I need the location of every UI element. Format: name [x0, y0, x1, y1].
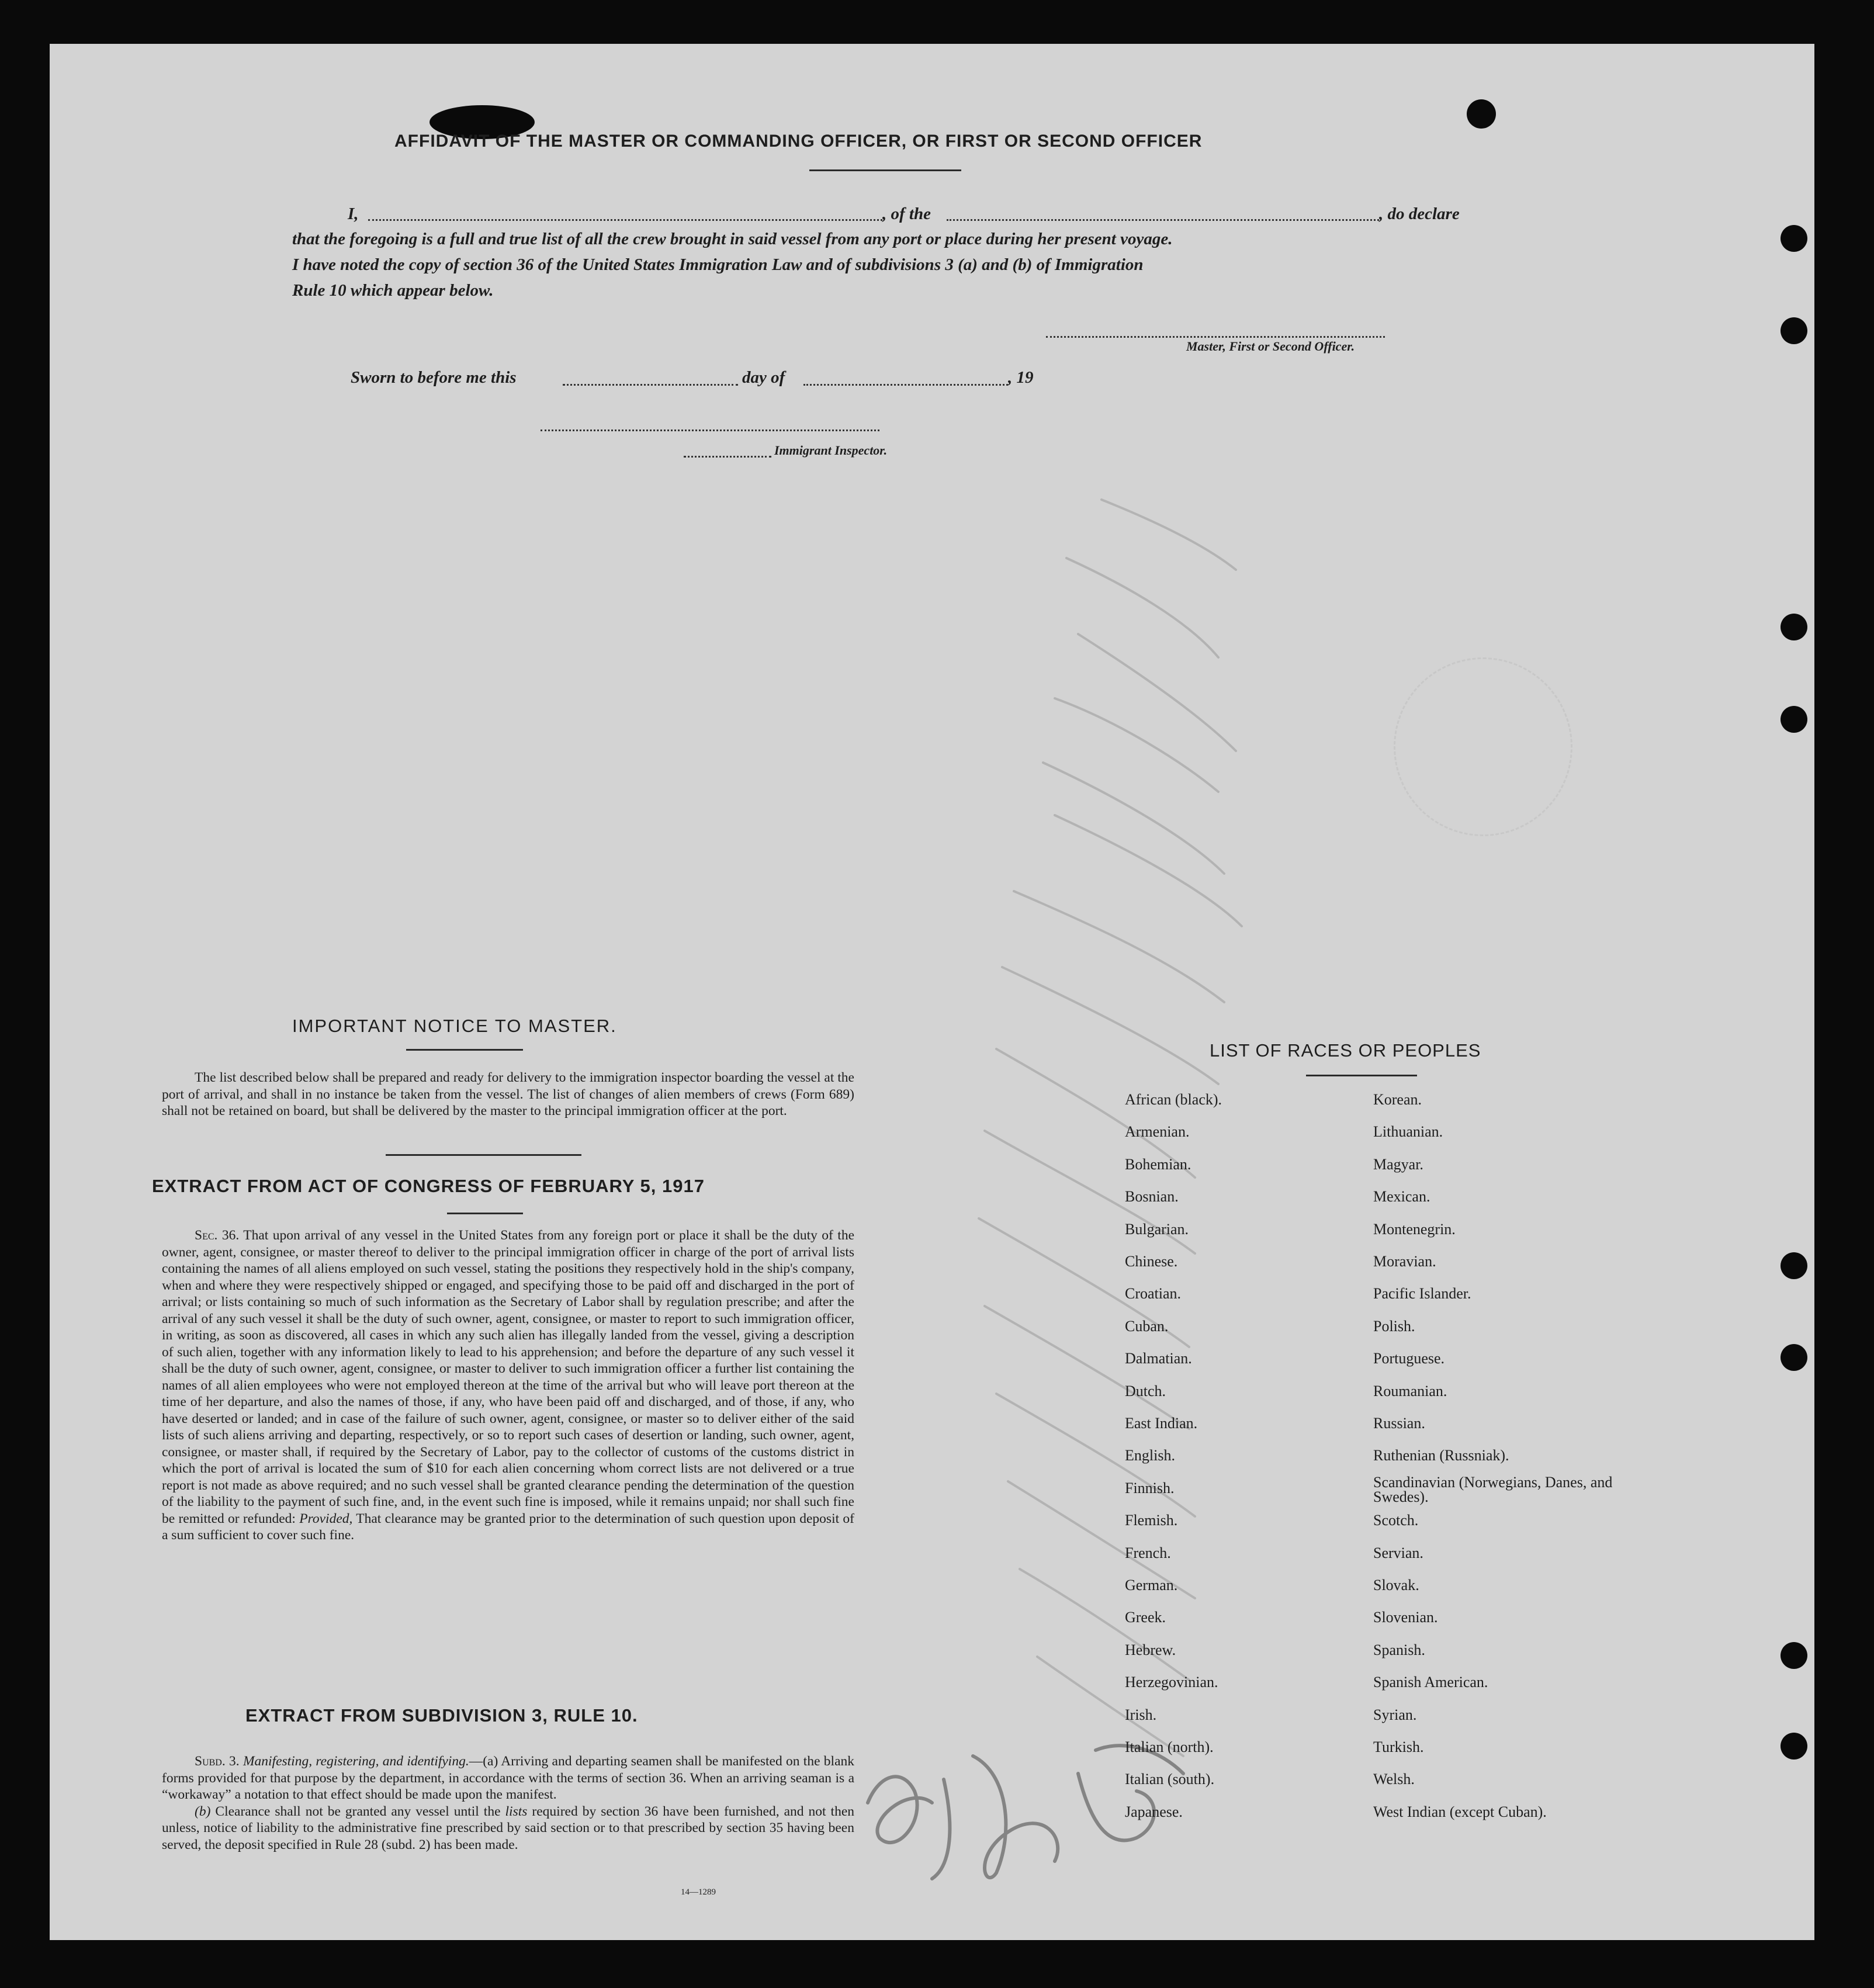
faint-stamp: [1394, 657, 1572, 836]
race-item: Armenian.: [1125, 1123, 1190, 1141]
race-item: Cuban.: [1125, 1317, 1169, 1335]
notice-body: [162, 1069, 854, 1120]
race-item: Dalmatian.: [1125, 1350, 1192, 1367]
race-item: Korean.: [1373, 1091, 1422, 1108]
extract-act-title: EXTRACT FROM ACT OF CONGRESS OF FEBRUARY 5, 1917: [152, 1176, 705, 1196]
race-item: English.: [1125, 1447, 1175, 1464]
sworn-month-blank[interactable]: [803, 384, 1008, 386]
document-page: [50, 44, 1814, 1940]
race-item: Spanish American.: [1373, 1674, 1488, 1691]
sworn-day-blank[interactable]: [563, 384, 738, 386]
master-caption: Master, First or Second Officer.: [1186, 339, 1355, 354]
race-item: Turkish.: [1373, 1738, 1424, 1755]
inspector-caption: Immigrant Inspector.: [774, 443, 888, 458]
declare-i: I,: [348, 205, 359, 223]
race-item: West Indian (except Cuban).: [1373, 1803, 1547, 1820]
race-item: Hebrew.: [1125, 1641, 1176, 1658]
race-item: Roumanian.: [1373, 1382, 1447, 1400]
races-title-rule: [1306, 1075, 1417, 1076]
race-item: Syrian.: [1373, 1706, 1417, 1723]
ink-bleedthrough: [50, 44, 1814, 1940]
race-item: Japanese.: [1125, 1803, 1183, 1820]
para-a-text: Arriving and departing seamen shall be manifested on the blank forms provided for that purpose by the department, in accordance with the terms of section 36. When an arriving seaman is a “workaway” a notation to that effect should be made upon the manifest.: [162, 1754, 855, 1802]
race-item: Ruthenian (Russniak).: [1373, 1447, 1509, 1464]
race-item: Slovak.: [1373, 1577, 1419, 1594]
race-item: Bohemian.: [1125, 1155, 1191, 1173]
race-item: Montenegrin.: [1373, 1220, 1456, 1238]
race-item: Moravian.: [1373, 1253, 1436, 1270]
affidavit-title-rule: [809, 169, 961, 171]
race-item: Lithuanian.: [1373, 1123, 1443, 1141]
affidavit-title: AFFIDAVIT OF THE MASTER OR COMMANDING OFFICER, OR FIRST OR SECOND OFFICER: [394, 131, 1203, 151]
race-item: Scotch.: [1373, 1512, 1419, 1529]
sec-36-tail: That clearance may be granted prior to the determination of such question upon deposit of a sum sufficient to cover such fine.: [162, 1511, 854, 1543]
para-b-lists: lists: [505, 1803, 528, 1819]
sworn-prefix: Sworn to before me this: [351, 368, 517, 387]
para-b-pre: Clearance shall not be granted any vessel until the: [215, 1803, 501, 1819]
notice-text: The list described below shall be prepared and ready for delivery to the immigration inspector boarding the vessel at the port of arrival, and shall in no instance be taken from the vessel. The list of changes of alien members of crews (Form 689) shall not be retained on board, but shall be delivered by the master to the principal immigration officer at the port.: [162, 1070, 854, 1118]
binder-hole: [1781, 225, 1807, 252]
para-b-post: required by section 36 have been furnished, and not then unless, notice of liability to the administrative fine prescribed by said section or to that prescribed by section 35 having been served, the deposit specified in Rule 28 (subd. 2) has been made.: [162, 1803, 855, 1852]
race-item: Italian (north).: [1125, 1738, 1214, 1755]
race-item: Spanish.: [1373, 1641, 1425, 1658]
race-item: Russian.: [1373, 1415, 1425, 1432]
race-item: Finnish.: [1125, 1479, 1175, 1497]
race-item: Italian (south).: [1125, 1771, 1215, 1788]
race-item: Polish.: [1373, 1317, 1415, 1335]
race-item: African (black).: [1125, 1091, 1222, 1108]
handwritten-signature: [833, 1703, 1213, 1896]
binder-hole: [1781, 1733, 1807, 1760]
vessel-blank[interactable]: [947, 219, 1379, 221]
race-item: Bulgarian.: [1125, 1220, 1189, 1238]
race-item: Welsh.: [1373, 1771, 1415, 1788]
extract-act-rule: [447, 1213, 523, 1214]
notice-title: IMPORTANT NOTICE TO MASTER.: [292, 1016, 617, 1036]
inspector-signature-blank[interactable]: [541, 430, 879, 431]
subd-label: Subd. 3.: [195, 1754, 240, 1769]
name-blank[interactable]: [368, 219, 882, 221]
race-item: Portuguese.: [1373, 1350, 1445, 1367]
notice-bottom-rule: [386, 1154, 581, 1156]
binder-hole: [1781, 317, 1807, 344]
sworn-year: , 19: [1008, 368, 1034, 387]
para-a-label: —(a): [469, 1754, 498, 1769]
sworn-day: day of: [742, 368, 785, 387]
notice-title-rule: [406, 1049, 523, 1051]
race-item: Dutch.: [1125, 1382, 1166, 1400]
binder-hole: [1781, 1344, 1807, 1371]
race-item: Croatian.: [1125, 1285, 1182, 1303]
race-item: German.: [1125, 1577, 1178, 1594]
race-item: East Indian.: [1125, 1415, 1198, 1432]
subd-heading: Manifesting, registering, and identifying.: [243, 1754, 469, 1769]
race-item: Chinese.: [1125, 1253, 1178, 1270]
binder-hole: [1781, 1642, 1807, 1669]
binder-hole: [1781, 1252, 1807, 1279]
extract-act-body: [162, 1227, 854, 1544]
declare-of-the: , of the: [882, 205, 931, 223]
inspector-caption-lead: [684, 456, 771, 458]
races-title: LIST OF RACES OR PEOPLES: [1210, 1040, 1481, 1061]
race-item: Irish.: [1125, 1706, 1157, 1723]
affidavit-line-3: I have noted the copy of section 36 of the United States Immigration Law and of subdivisions 3 (a) and (b) of Immigration: [292, 255, 1144, 274]
race-item: Slovenian.: [1373, 1609, 1438, 1626]
affidavit-line-2: that the foregoing is a full and true list of all the crew brought in said vessel from any port or place during her present voyage.: [292, 230, 1173, 248]
master-signature-blank[interactable]: [1046, 336, 1385, 338]
extract-rule-title: EXTRACT FROM SUBDIVISION 3, RULE 10.: [245, 1705, 638, 1726]
binder-hole: [1781, 706, 1807, 733]
form-code: 14—1289: [681, 1887, 716, 1897]
declare-text: , do declare: [1379, 205, 1460, 223]
sec-label: Sec. 36.: [195, 1228, 240, 1243]
provided-word: Provided,: [299, 1511, 353, 1526]
sec-36-text: That upon arrival of any vessel in the United States from any foreign port or place it shall be the duty of the owner, agent, consignee, or master thereof to deliver to the principal immigration officer in charge of the port of arrival lists containing the names of all aliens employed on such vessel, stating the positions they respectively hold in the ship's company, when and where they were respectively shipped or engaged, and specifying those to be paid off and discharged in the port of arrival; or lists containing so much of such information as the Secretary of Labor shall by regulation prescribe; and after the arrival of any such vessel it shall be the duty of such owner, agent, consignee, or master to report to such immigration officer, in writing, as soon as discovered, all cases in which any such alien has illegally landed from the vessel, giving a description of such alien, together with any information likely to lead to his apprehension; and before the departure of any such vessel it shall be the duty of such owner, agent, consignee, or master to deliver to such immigration officer a further list containing the names of all alien employees who were not employed thereon at the time of the arrival but who will leave port thereon at the time of her departure, and also the names of those, if any, who have been paid off and discharged, and of those, if any, who have deserted or landed; and in case of the failure of such owner, agent, consignee, or master so to deliver either of the said lists of such aliens arriving and departing, respectively, or so to report such cases of desertion or landing, such owner, agent, consignee, or master shall, if required by the Secretary of Labor, pay to the collector of customs of the customs district in which the port of arrival is located the sum of $10 for each alien concerning whom correct lists are not delivered or a true report is not made as above required; and no such vessel shall be granted clearance pending the determination of the question of the liability to the payment of such fine, and, in the event such fine is imposed, while it remains unpaid; nor shall such fine be remitted or refunded:: [162, 1228, 855, 1526]
affidavit-line-4: Rule 10 which appear below.: [292, 281, 494, 300]
race-item: Greek.: [1125, 1609, 1166, 1626]
binder-hole: [1781, 614, 1807, 640]
extract-rule-body: [162, 1753, 854, 1853]
race-item: Bosnian.: [1125, 1188, 1179, 1206]
race-item: Pacific Islander.: [1373, 1285, 1471, 1303]
race-item: Mexican.: [1373, 1188, 1430, 1206]
para-b-label: (b): [195, 1803, 211, 1819]
race-item: French.: [1125, 1544, 1171, 1561]
race-item: Herzegovinian.: [1125, 1674, 1218, 1691]
ink-blot: [1467, 99, 1496, 129]
race-item: Flemish.: [1125, 1512, 1178, 1529]
race-item: Scandinavian (Norwegians, Danes, and Swedes).: [1373, 1473, 1613, 1505]
race-item: Servian.: [1373, 1544, 1423, 1561]
race-item: Magyar.: [1373, 1155, 1423, 1173]
